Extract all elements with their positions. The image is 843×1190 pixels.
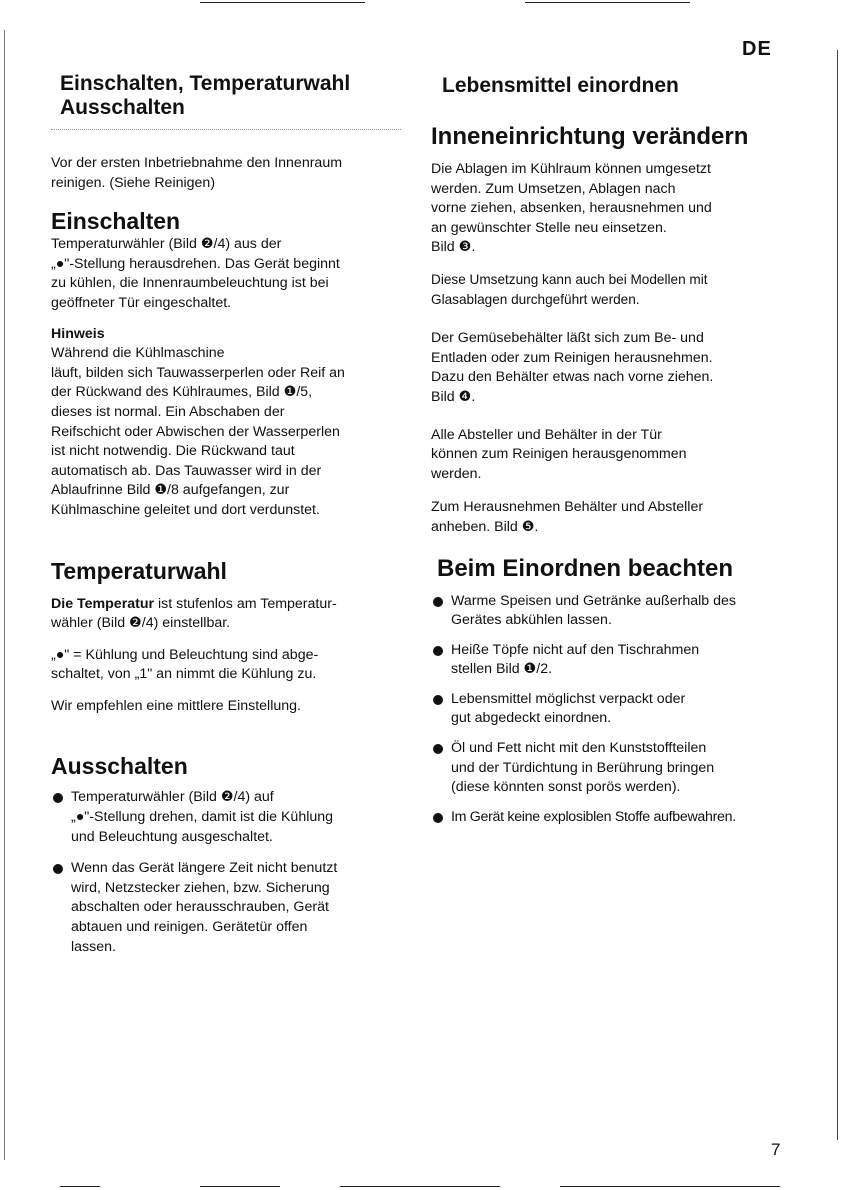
- list-item-line: Heiße Töpfe nicht auf den Tischrahmen: [451, 641, 700, 658]
- scan-artifact-line: [200, 1186, 280, 1187]
- hinweis-line: Während die Kühlmaschine: [51, 345, 225, 362]
- list-item-line: Lebensmittel möglichst verpackt oder: [451, 690, 686, 707]
- temperature-text: ist stufenlos am Temperatur-: [154, 595, 337, 612]
- list-item-line: stellen Bild ❶/2.: [451, 661, 553, 678]
- inneneinrichtung-line: Alle Absteller und Behälter in der Tür: [431, 426, 662, 443]
- hinweis-line: ist nicht notwendig. Die Rückwand taut: [51, 443, 295, 460]
- list-item-line: Öl und Fett nicht mit den Kunststoffteilen: [451, 740, 707, 757]
- list-item: [431, 641, 791, 680]
- ausschalten-list: [51, 788, 401, 957]
- list-item-line: abtauen und reinigen. Gerätetür offen: [71, 919, 308, 936]
- hinweis-line: Ablaufrinne Bild ❶/8 aufgefangen, zur: [51, 482, 290, 499]
- temperaturwahl-line: schaltet, von „1" an nimmt die Kühlung zu.: [51, 666, 317, 683]
- inneneinrichtung-line: Dazu den Behälter etwas nach vorne ziehen.: [431, 369, 714, 386]
- temperature-bold-term: Die Temperatur: [51, 595, 155, 612]
- left-title-line2: Ausschalten: [60, 96, 185, 119]
- hinweis-line: Kühlmaschine geleitet und dort verdunstet.: [51, 501, 320, 518]
- list-item-line: „●"-Stellung drehen, damit ist die Kühlung: [71, 809, 334, 826]
- inneneinrichtung-line: Bild ❸.: [431, 239, 476, 256]
- temperaturwahl-para1: [51, 595, 401, 615]
- scan-artifact-edge: [837, 50, 838, 1140]
- scan-artifact-edge: [4, 30, 5, 1160]
- list-item-line: und Beleuchtung ausgeschaltet.: [71, 828, 273, 845]
- list-item-line: abschalten oder herausschrauben, Gerät: [71, 899, 329, 916]
- hinweis-line: läuft, bilden sich Tauwasserperlen oder Reif an: [51, 364, 345, 381]
- inneneinrichtung-line: an gewünschter Stelle neu einsetzen.: [431, 219, 667, 236]
- bullet-icon: [433, 744, 443, 754]
- list-item: [431, 690, 791, 729]
- inneneinrichtung-line: werden.: [431, 465, 482, 482]
- left-title-line1: Einschalten, Temperaturwahl: [60, 72, 351, 95]
- bullet-icon: [53, 793, 63, 803]
- right-column: [431, 74, 791, 827]
- inneneinrichtung-line: Diese Umsetzung kann auch bei Modellen mit: [431, 271, 708, 287]
- page-number: 7: [771, 1140, 781, 1159]
- einschalten-heading: Einschalten: [51, 208, 181, 235]
- inneneinrichtung-line: Bild ❹.: [431, 388, 476, 405]
- inneneinrichtung-line: können zum Reinigen herausgenommen: [431, 446, 687, 463]
- list-item-line: Warme Speisen und Getränke außerhalb des: [451, 592, 736, 609]
- scan-artifact-line: [560, 1186, 780, 1187]
- bullet-icon: [433, 597, 443, 607]
- language-label: DE: [742, 38, 772, 60]
- list-item-line: (diese könnten sonst porös werden).: [451, 779, 681, 796]
- einschalten-line: „●"-Stellung herausdrehen. Das Gerät beginnt: [51, 255, 340, 272]
- temperaturwahl-line: wähler (Bild ❷/4) einstellbar.: [51, 615, 231, 632]
- list-item-line: wird, Netzstecker ziehen, bzw. Sicherung: [71, 879, 330, 896]
- list-item: [431, 739, 791, 798]
- inneneinrichtung-line: Entladen oder zum Reinigen herausnehmen.: [431, 349, 713, 366]
- bullet-icon: [433, 813, 443, 823]
- list-item-line: Gerätes abkühlen lassen.: [451, 612, 612, 629]
- list-item-line: Wenn das Gerät längere Zeit nicht benutzt: [71, 860, 338, 877]
- temperaturwahl-line: Wir empfehlen eine mittlere Einstellung.: [51, 697, 301, 714]
- list-item: [431, 808, 791, 828]
- scan-artifact-line: [340, 1186, 500, 1187]
- scan-artifact-line: [60, 1186, 100, 1187]
- left-column: [51, 72, 401, 957]
- hinweis-line: Reifschicht oder Abwischen der Wasserperlen: [51, 423, 340, 440]
- inneneinrichtung-line: Die Ablagen im Kühlraum können umgesetzt: [431, 161, 711, 177]
- inneneinrichtung-line: vorne ziehen, absenken, herausnehmen und: [431, 200, 712, 217]
- bullet-icon: [433, 695, 443, 705]
- list-item-line: Temperaturwähler (Bild ❷/4) auf: [71, 789, 274, 806]
- list-item-line: und der Türdichtung in Berührung bringen: [451, 759, 715, 776]
- list-item-line: gut abgedeckt einordnen.: [451, 710, 612, 727]
- list-item: [431, 592, 791, 631]
- beachten-list: [431, 592, 791, 828]
- einschalten-line: Temperaturwähler (Bild ❷/4) aus der: [51, 236, 282, 253]
- scan-artifact-line: [525, 2, 690, 3]
- inneneinrichtung-line: Zum Herausnehmen Behälter und Absteller: [431, 499, 704, 516]
- hinweis-heading: Hinweis: [51, 325, 105, 342]
- inneneinrichtung-line: werden. Zum Umsetzen, Ablagen nach: [431, 180, 676, 197]
- list-item-line: Im Gerät keine explosiblen Stoffe aufbewahren.: [451, 808, 736, 825]
- inneneinrichtung-heading: Inneneinrichtung verändern: [431, 123, 749, 150]
- temperaturwahl-line: „●" = Kühlung und Beleuchtung sind abge-: [51, 646, 319, 663]
- hinweis-line: der Rückwand des Kühlraumes, Bild ❶/5,: [51, 384, 313, 401]
- einschalten-line: geöffneter Tür eingeschaltet.: [51, 294, 232, 311]
- einschalten-line: zu kühlen, die Innenraumbeleuchtung ist bei: [51, 275, 329, 292]
- inneneinrichtung-line: anheben. Bild ❺.: [431, 518, 539, 535]
- temperaturwahl-heading: Temperaturwahl: [51, 557, 227, 584]
- intro-line: Vor der ersten Inbetriebnahme den Innenraum: [51, 155, 343, 171]
- scan-artifact-line: [200, 2, 365, 3]
- beachten-heading: Beim Einordnen beachten: [437, 554, 734, 582]
- hinweis-line: automatisch ab. Das Tauwasser wird in der: [51, 462, 322, 479]
- right-title: Lebensmittel einordnen: [442, 74, 679, 97]
- ausschalten-heading: Ausschalten: [51, 753, 188, 780]
- inneneinrichtung-line: Glasablagen durchgeführt werden.: [431, 291, 640, 307]
- list-item: [51, 859, 401, 957]
- intro-line: reinigen. (Siehe Reinigen): [51, 174, 216, 191]
- bullet-icon: [433, 646, 443, 656]
- list-item-line: lassen.: [71, 938, 116, 955]
- hinweis-line: dieses ist normal. Ein Abschaben der: [51, 403, 285, 420]
- list-item: [51, 788, 401, 847]
- inneneinrichtung-line: Der Gemüsebehälter läßt sich zum Be- und: [431, 330, 704, 347]
- bullet-icon: [53, 864, 63, 874]
